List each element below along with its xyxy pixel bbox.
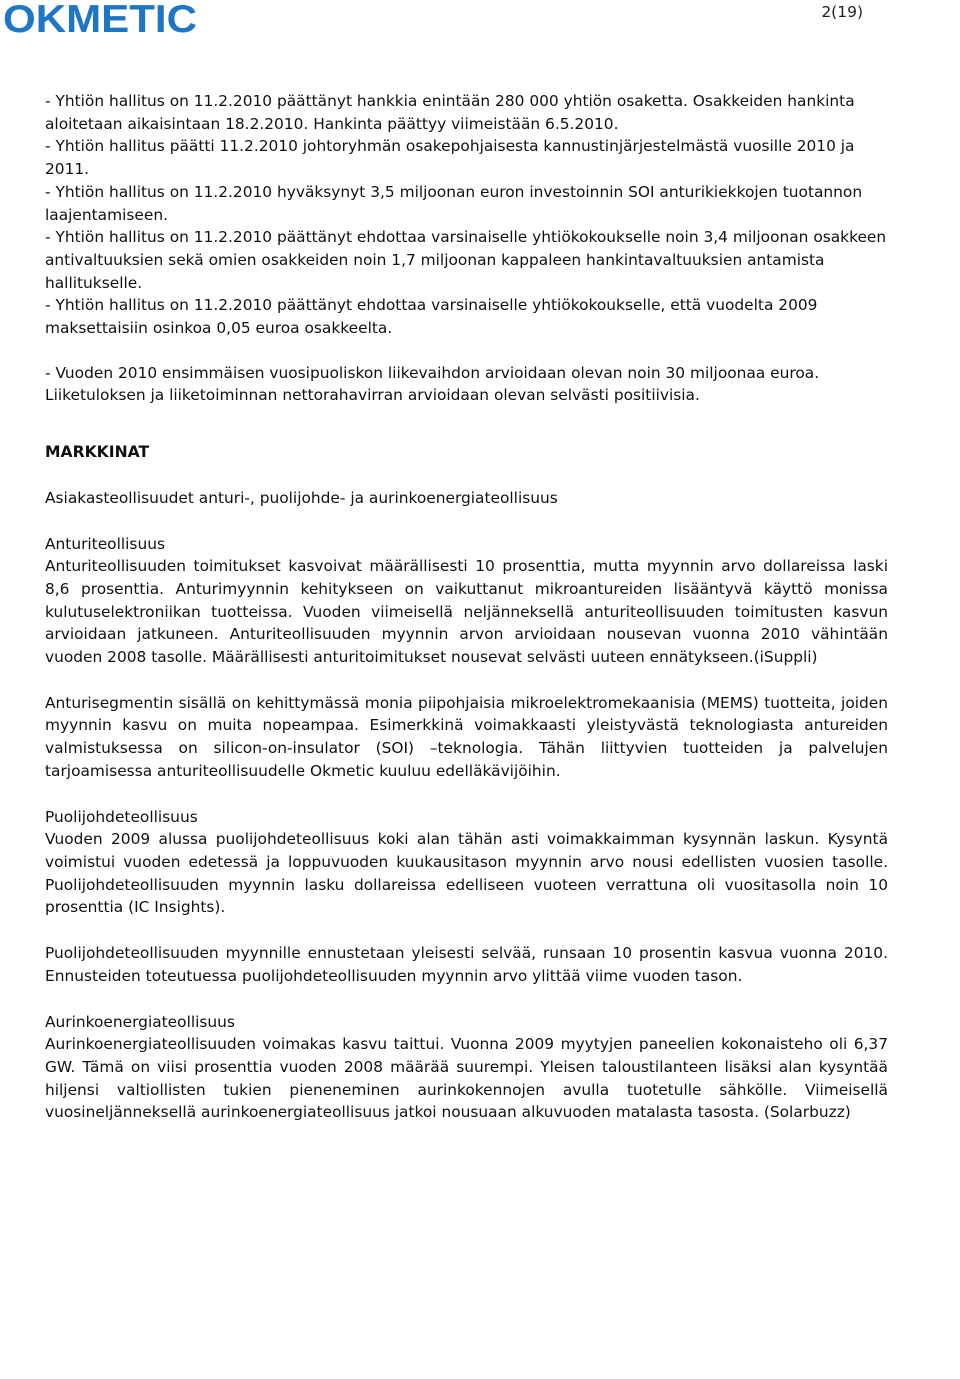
decision-5: - Yhtiön hallitus on 11.2.2010 päättänyt ehdottaa varsinaiselle yhtiökokoukselle, että vuodelta 2009 maksettaisiin osinkoa 0,05 euroa osakkeelta. <box>45 296 818 338</box>
markets-subheading: Asiakasteollisuudet anturi-, puolijohde- ja aurinkoenergiateollisuus <box>45 488 558 507</box>
outlook-text: - Vuoden 2010 ensimmäisen vuosipuoliskon liikevaihdon arvioidaan olevan noin 30 miljoonaa euroa. Liiketuloksen ja liiketoiminnan nettorahavirran arvioidaan olevan selvästi positiivisia. <box>45 363 820 405</box>
logo-text: OKMETIC <box>3 0 197 36</box>
okmetic-logo-mark <box>3 0 199 36</box>
semiconductor-title: Puolijohdeteollisuus <box>45 807 198 826</box>
semiconductor-paragraph-2: Puolijohdeteollisuuden myynnille ennustetaan yleisesti selvää, runsaan 10 prosentin kasvua vuonna 2010. Ennusteiden toteutuessa puolijohdeteollisuuden myynnin arvo ylittää viime vuoden tason. <box>45 944 888 985</box>
decision-2: - Yhtiön hallitus päätti 11.2.2010 johtoryhmän osakepohjaisesta kannustinjärjestelmästä vuosille 2010 ja 2011. <box>45 137 855 179</box>
sensor-paragraph-1: Anturiteollisuuden toimitukset kasvoivat määrällisesti 10 prosenttia, mutta myynnin arvo dollareissa laski 8,6 prosenttia. Anturimyynnin kehitykseen on vaikuttanut mikroantureiden lisääntyvä käyttö monissa kulutuselektroniikan tuotteissa. Vuoden viimeisellä neljänneksellä anturiteollisuuden toimitusten kasvun arvioidaan jatkuneen. Anturiteollisuuden myynnin arvon arvioidaan nousevan vuonna 2010 vähintään vuoden 2008 tasolle. Määrällisesti anturitoimitukset nousevat selvästi uuteen ennätykseen.(iSuppli) <box>45 557 888 667</box>
decision-3: - Yhtiön hallitus on 11.2.2010 hyväksynyt 3,5 miljoonan euron investoinnin SOI anturikiekkojen tuotannon laajentamiseen. <box>45 182 863 224</box>
decision-1: - Yhtiön hallitus on 11.2.2010 päättänyt hankkia enintään 280 000 yhtiön osaketta. Osakkeiden hankinta aloitetaan aikaisintaan 18.2.2010. Hankinta päättyy viimeistään 6.5.2010. <box>45 92 855 133</box>
solar-paragraph-1: Aurinkoenergiateollisuuden voimakas kasvu taittui. Vuonna 2009 myytyjen paneelien kokonaisteho oli 6,37 GW. Tämä on viisi prosenttia vuoden 2008 määrää suurempi. Yleisen taloustilanteen lisäksi alan kysyntää hiljensi valtiollisten tukien pieneneminen aurinkokennojen avulla tuotetulle sähkölle. Viimeisellä vuosineljänneksellä aurinkoenergiateollisuus jatkoi nousuaan alkuvuoden matalasta tasosta. (Solarbuzz) <box>45 1035 888 1122</box>
sensor-paragraph-2: Anturisegmentin sisällä on kehittymässä monia piipohjaisia mikroelektromekaanisia (MEMS) tuotteita, joiden myynnin kasvu on muita nopeampaa. Esimerkkinä voimakkaasti yleistyvästä teknologiasta antureiden valmistuksessa on silicon-on-insulator (SOI) –teknologia. Tähän liittyvien tuotteiden ja palvelujen tarjoamisessa anturiteollisuudelle Okmetic kuuluu edelläkävijöihin. <box>45 693 888 780</box>
okmetic-logo <box>3 0 199 36</box>
semiconductor-paragraph-1: Vuoden 2009 alussa puolijohdeteollisuus koki alan tähän asti voimakkaimman kysynnän laskun. Kysyntä voimistui vuoden edetessä ja loppuvuoden kuukausitason myynnin arvo nousi edellisten vuosien tasolle. Puolijohdeteollisuuden myynnin lasku dollareissa edelliseen vuoteen verrattuna oli vuositasolla noin 10 prosenttia (IC Insights). <box>45 830 888 917</box>
page-number: 2(19) <box>821 3 863 21</box>
solar-title: Aurinkoenergiateollisuus <box>45 1012 235 1031</box>
sensor-title: Anturiteollisuus <box>45 534 165 553</box>
section-heading-markets: MARKKINAT <box>45 443 150 462</box>
document-body <box>45 90 888 1124</box>
decision-4: - Yhtiön hallitus on 11.2.2010 päättänyt ehdottaa varsinaiselle yhtiökokoukselle noin 3,4 miljoonan osakkeen antivaltuuksien sekä omien osakkeiden noin 1,7 miljoonan kappaleen hankintavaltuuksien antamista hallitukselle. <box>45 228 887 292</box>
